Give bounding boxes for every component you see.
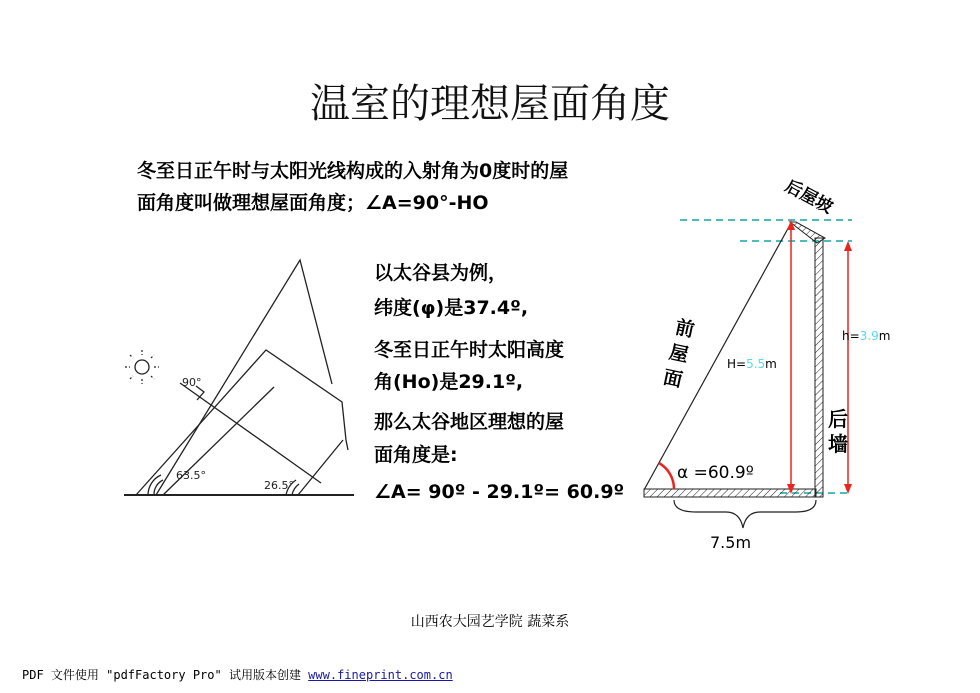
back-wall-hatch [815,238,823,497]
front-roof-char-2: 屋 [667,341,691,367]
example-line-7: ∠A= 90º - 29.1º= 60.9º [374,481,625,503]
angle-90-label: 90° [182,376,202,389]
back-roof-hatch [790,222,825,243]
example-line-1: 以太谷县为例， [374,262,508,284]
back-wall-char-2: 墙 [828,432,848,456]
footer-institution: 山西农大园艺学院 蔬菜系 [410,614,570,630]
sun-angle-sketch [118,250,358,505]
fineprint-link[interactable]: www.fineprint.com.cn [308,668,453,682]
alpha-angle-arc [659,463,674,489]
h-height-label: h=3.9m [842,329,891,343]
back-roof-label: 后屋坡 [781,176,836,218]
example-line-4: 角(Ho)是29.1º, [374,371,524,393]
example-line-6: 面角度是: [374,444,458,466]
rear-slope-line [298,440,343,495]
slide-title: 温室的理想屋面角度 [310,81,670,127]
front-roof-char-3: 面 [661,366,685,392]
width-label: 7.5m [710,533,752,552]
example-line-2: 纬度(φ)是37.4º, [374,297,529,319]
width-brace [674,500,816,528]
intro-line-2: 面角度叫做理想屋面角度；∠A=90°-HO [137,192,489,214]
example-line-5: 那么太谷地区理想的屋 [374,411,565,433]
back-wall-char-1: 后 [828,407,848,431]
greenhouse-cross-section [630,170,920,565]
intro-line-1: 冬至日正午时与太阳光线构成的入射角为0度时的屋 [137,160,569,182]
sun-icon [135,360,149,374]
front-roof-char-1: 前 [673,316,697,342]
angle-26-label: 26.5° [264,479,294,492]
example-line-3: 冬至日正午时太阳高度 [374,339,565,361]
pdf-watermark-text: PDF 文件使用 "pdfFactory Pro" 试用版本创建 [22,668,309,682]
sun-ray-line [180,383,321,483]
alpha-angle-label: α =60.9º [677,463,754,483]
H-height-label: H=5.5m [727,357,777,371]
pdf-watermark-line [22,666,453,683]
angle-63-label: 63.5° [176,469,206,482]
